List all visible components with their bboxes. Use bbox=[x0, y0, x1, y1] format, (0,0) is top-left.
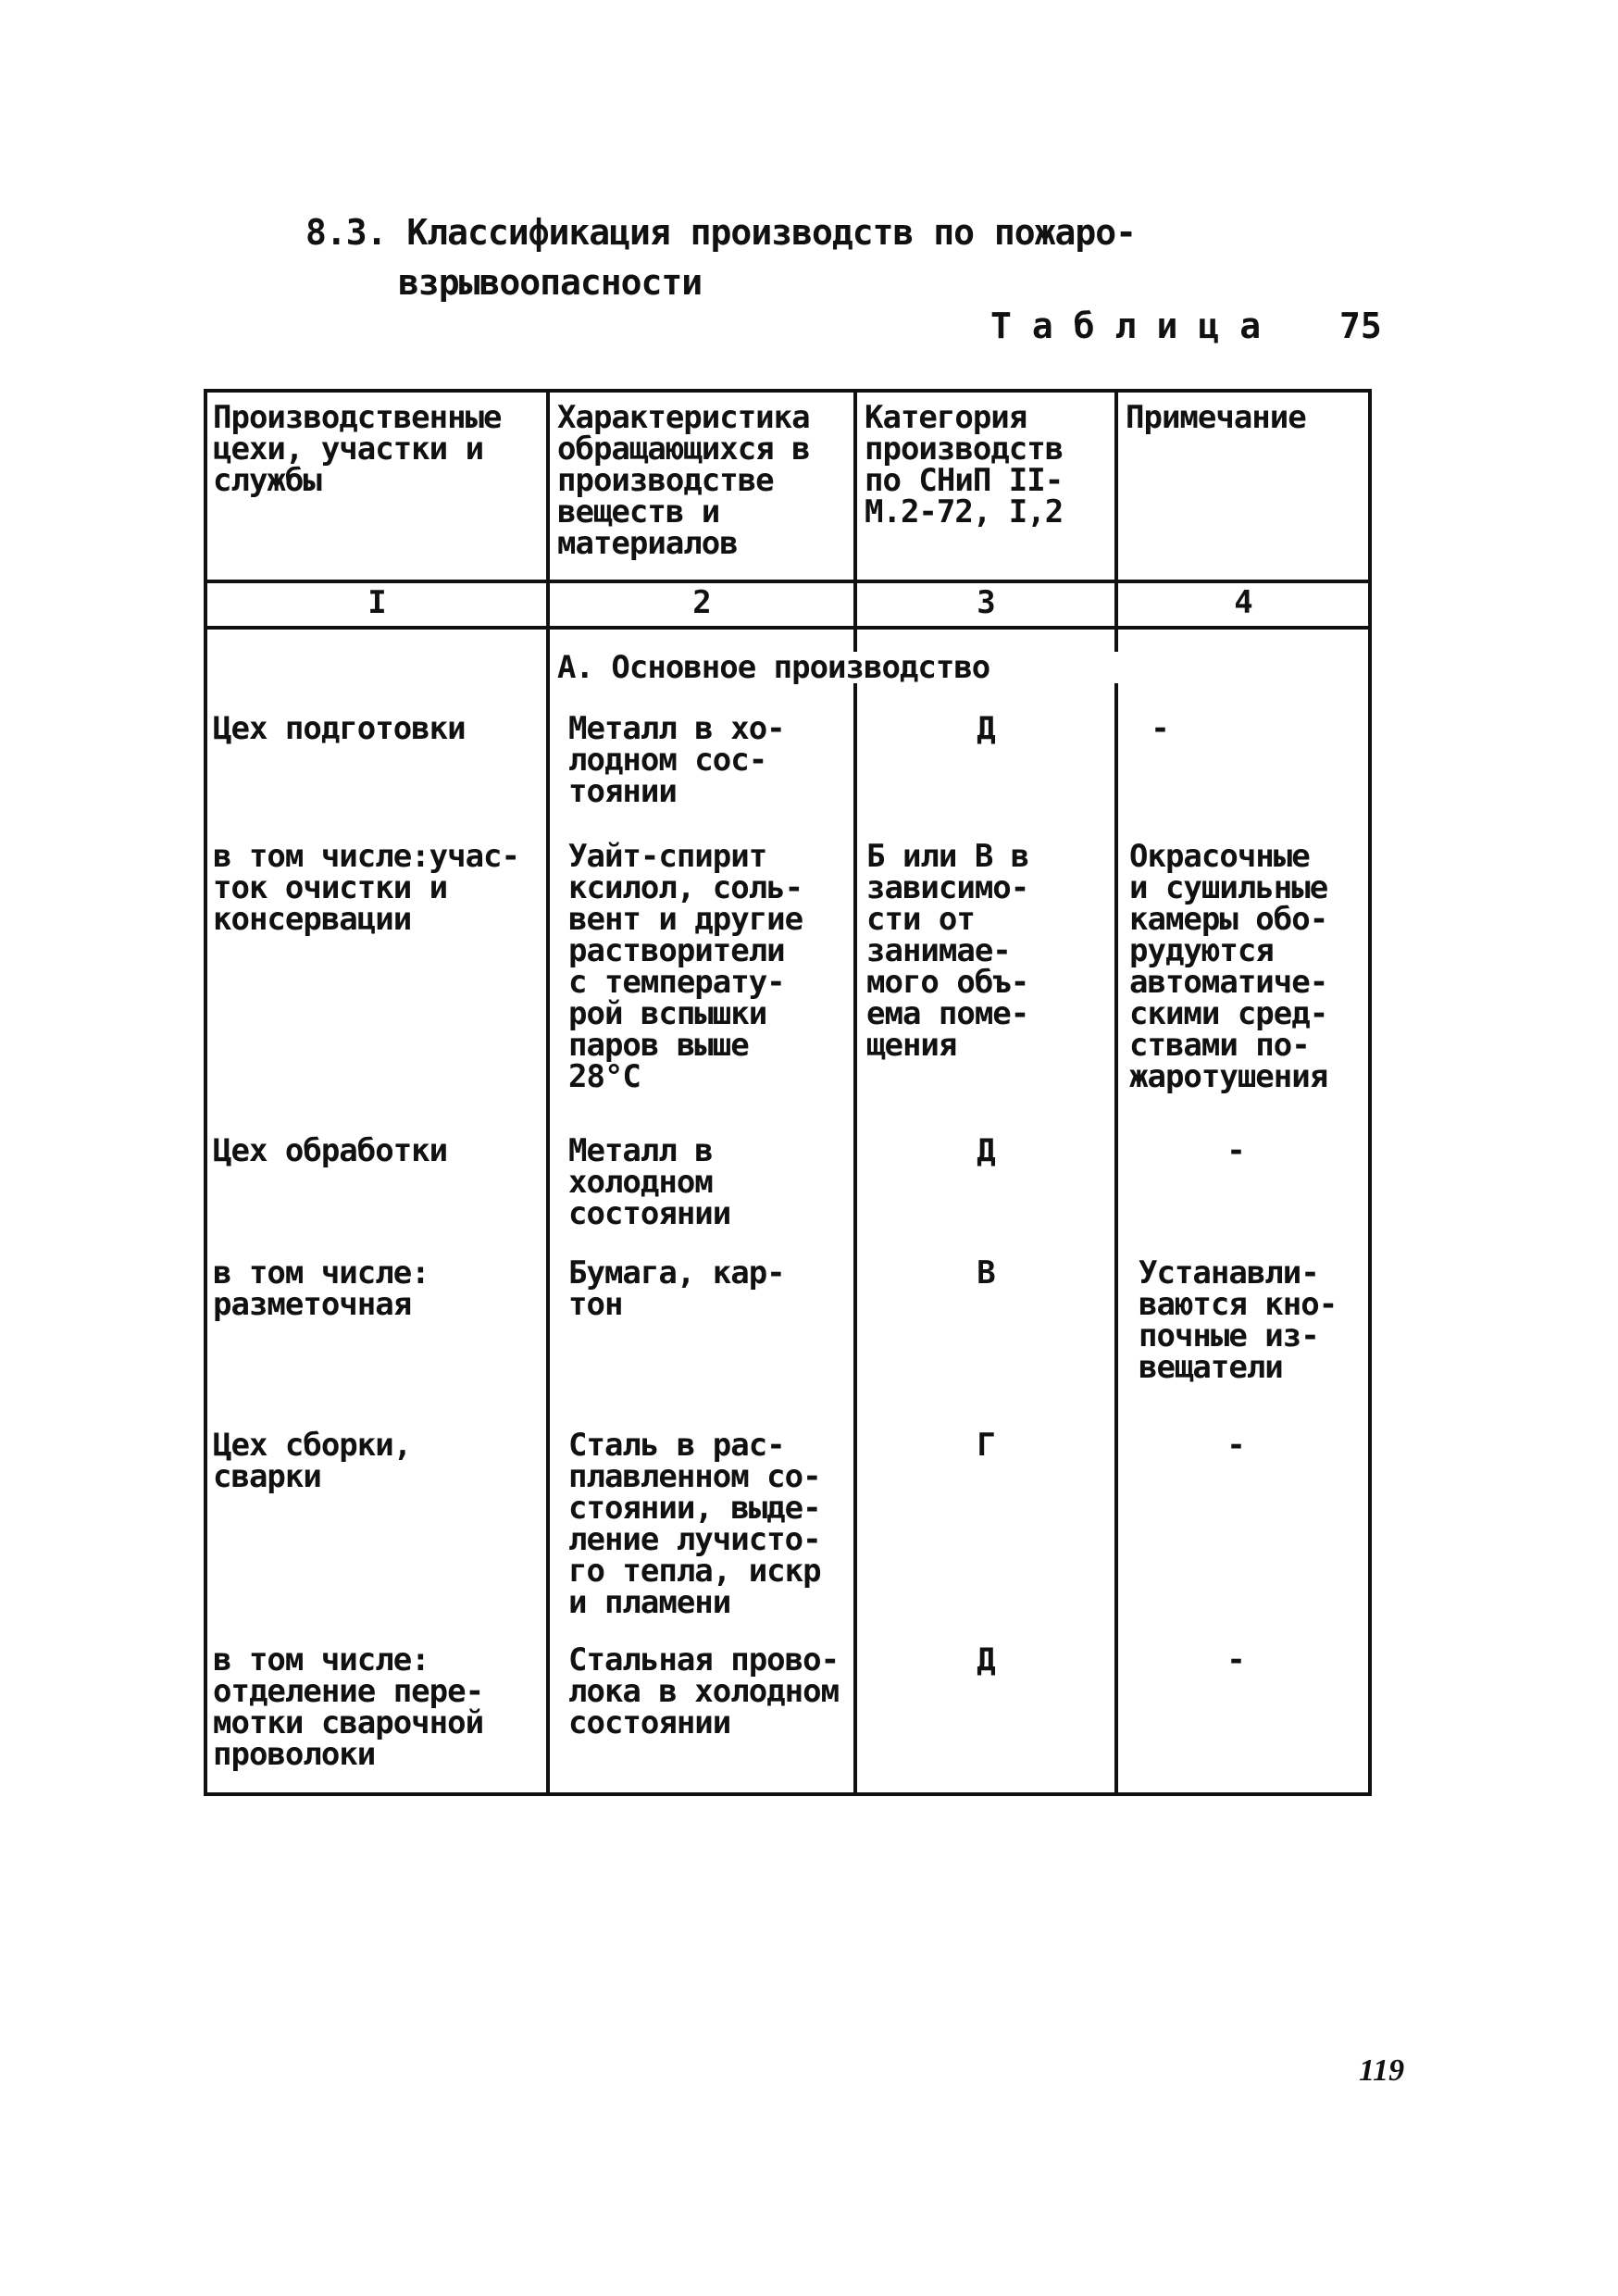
row-4-note: Устанавли- ваются кно- почные из- вещатели bbox=[1139, 1254, 1338, 1386]
table-bottom-border bbox=[204, 1792, 1372, 1796]
row-6-category: Д bbox=[977, 1641, 995, 1678]
table-right-border bbox=[1368, 389, 1372, 1796]
row-4-shop: в том числе: разметочная bbox=[213, 1254, 429, 1323]
row-1-shop: Цех подготовки bbox=[213, 710, 466, 747]
column-number-4: 4 bbox=[1234, 584, 1252, 621]
classification-table bbox=[204, 389, 1372, 1796]
row-3-materials: Металл в холодном состоянии bbox=[568, 1132, 731, 1232]
row-1-note: - bbox=[1151, 710, 1169, 747]
row-2-materials: Уайт-спирит ксилол, соль- вент и другие растворители с температу- рой вспышки паров выше 28°С bbox=[568, 838, 803, 1095]
table-caption-number: 75 bbox=[1339, 306, 1382, 346]
row-5-materials: Сталь в рас- плавленном со- стоянии, выде- ление лучисто- го тепла, искр и пламени bbox=[568, 1427, 821, 1621]
row-2-note: Окрасочные и сушильные камеры обо- рудуются автоматиче- скими сред- ствами по- жаротушения bbox=[1129, 838, 1328, 1095]
section-title-line2: взрывоопасности bbox=[398, 262, 703, 303]
row-3-shop: Цех обработки bbox=[213, 1132, 448, 1169]
section-title bbox=[305, 207, 1136, 307]
column-number-3: 3 bbox=[977, 584, 995, 621]
page-number: 119 bbox=[1359, 2053, 1405, 2088]
row-2-category: Б или В в зависимо- сти от занимае- мого объ- ема поме- щения bbox=[866, 838, 1029, 1064]
table-caption bbox=[990, 306, 1382, 346]
row-5-category: Г bbox=[977, 1427, 995, 1464]
header-cell-2: Характеристика обращающихся в производстве веществ и материалов bbox=[557, 399, 810, 562]
header-cell-3: Категория производств по СНиП II-M.2-72, I,2 bbox=[865, 399, 1064, 530]
column-number-2: 2 bbox=[692, 584, 711, 621]
row-5-note: - bbox=[1226, 1427, 1245, 1464]
header-cell-1: Производственные цехи, участки и службы bbox=[213, 399, 502, 499]
row-3-note: - bbox=[1226, 1132, 1245, 1169]
row-2-shop: в том числе:учас- ток очистки и консервации bbox=[213, 838, 519, 938]
row-4-category: В bbox=[977, 1254, 995, 1292]
column-numbers-bottom-border bbox=[204, 626, 1372, 630]
column-number-1: I bbox=[367, 584, 386, 621]
row-6-note: - bbox=[1226, 1641, 1245, 1678]
header-bottom-border bbox=[204, 580, 1372, 583]
row-6-shop: в том числе: отделение пере- мотки сварочной проволоки bbox=[213, 1641, 484, 1773]
section-label: А. Основное производство bbox=[557, 652, 1131, 683]
section-title-line1: 8.3. Классификация производств по пожаро- bbox=[305, 212, 1136, 253]
row-3-category: Д bbox=[977, 1132, 995, 1169]
row-1-materials: Металл в хо- лодном сос- тоянии bbox=[568, 710, 785, 810]
row-5-shop: Цех сборки, сварки bbox=[213, 1427, 412, 1495]
row-1-category: Д bbox=[977, 710, 995, 747]
table-caption-word: Таблица bbox=[990, 306, 1282, 346]
table-top-border bbox=[204, 389, 1372, 393]
header-cell-4: Примечание bbox=[1126, 399, 1306, 436]
row-6-materials: Стальная прово- лока в холодном состоянии bbox=[568, 1641, 840, 1741]
row-4-materials: Бумага, кар- тон bbox=[568, 1254, 785, 1323]
